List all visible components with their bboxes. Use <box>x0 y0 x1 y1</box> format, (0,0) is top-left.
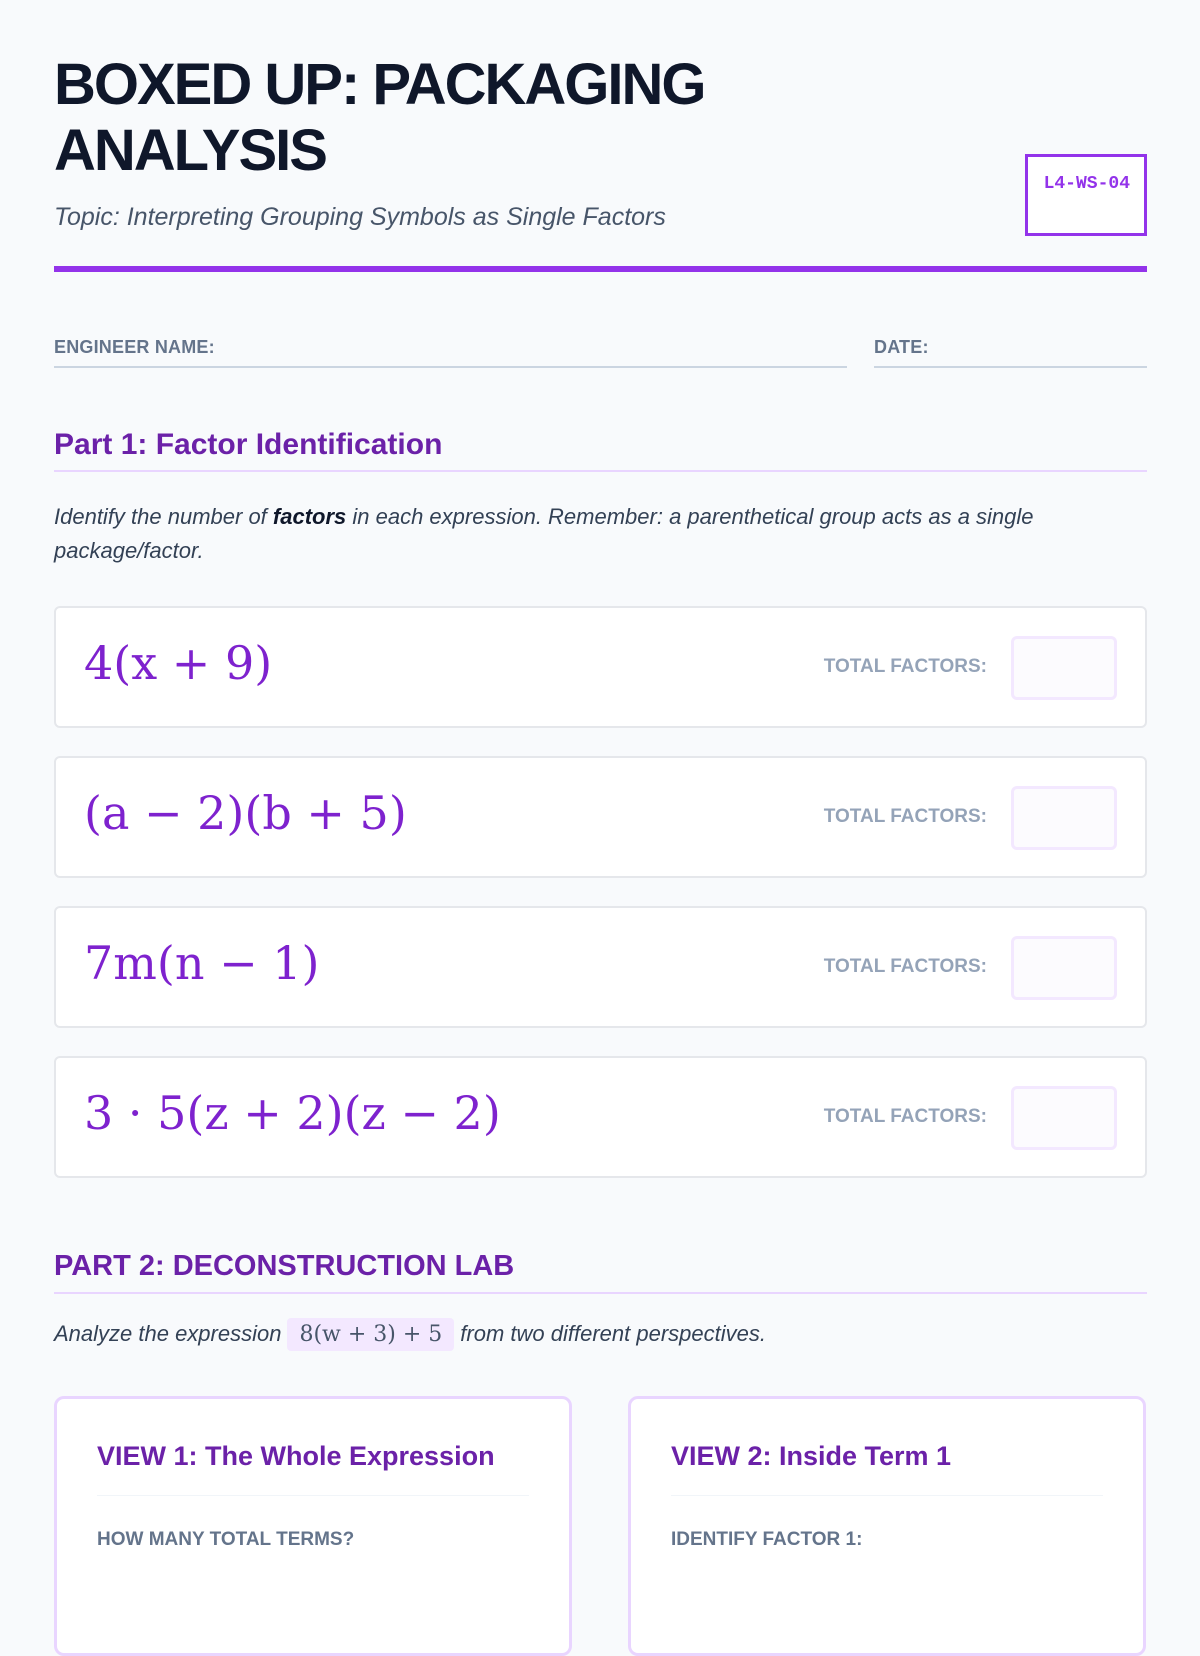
instruction-text: Identify the number of <box>54 504 273 529</box>
part1-divider <box>54 470 1147 472</box>
part1-instructions <box>54 500 1114 568</box>
total-factors-label: TOTAL FACTORS: <box>823 1106 987 1127</box>
expression-math: 4(x + 9) <box>84 636 273 690</box>
page-subtitle: Topic: Interpreting Grouping Symbols as Single Factors <box>54 203 666 231</box>
expression-math: 3 · 5(z + 2)(z − 2) <box>84 1086 501 1140</box>
total-factors-answer-box[interactable] <box>1011 636 1117 700</box>
engineer-name-field[interactable] <box>54 366 847 368</box>
page-title: BOXED UP: PACKAGING ANALYSIS <box>54 52 705 183</box>
inline-expression: 8(w + 3) + 5 <box>287 1318 454 1351</box>
date-field[interactable] <box>874 366 1147 368</box>
total-factors-answer-box[interactable] <box>1011 1086 1117 1150</box>
part2-instructions <box>54 1318 766 1351</box>
header-divider <box>54 266 1147 272</box>
view-title: VIEW 1: The Whole Expression <box>97 1441 495 1471</box>
document-code-badge: L4-WS-04 <box>1025 154 1147 236</box>
part2-divider <box>54 1292 1147 1294</box>
total-factors-answer-box[interactable] <box>1011 936 1117 1000</box>
analyze-text: from two different perspectives. <box>460 1321 766 1346</box>
instruction-keyword: factors <box>272 504 347 529</box>
date-label: DATE: <box>874 337 929 357</box>
engineer-name-label: ENGINEER NAME: <box>54 337 215 357</box>
expression-row <box>54 906 1147 1028</box>
total-factors-label: TOTAL FACTORS: <box>823 656 987 677</box>
view-card-inside-term <box>628 1396 1146 1656</box>
total-factors-label: TOTAL FACTORS: <box>823 806 987 827</box>
expression-row <box>54 756 1147 878</box>
expression-math: 7m(n − 1) <box>84 936 320 990</box>
view-divider <box>97 1495 529 1496</box>
total-factors-label: TOTAL FACTORS: <box>823 956 987 977</box>
expression-math: (a − 2)(b + 5) <box>84 786 407 840</box>
analyze-text: Analyze the expression <box>54 1321 282 1346</box>
instruction-text: in each expression. Remember: a parenthetical group acts as a single package/factor. <box>54 504 1034 563</box>
view-question: IDENTIFY FACTOR 1: <box>671 1529 863 1550</box>
view-question: HOW MANY TOTAL TERMS? <box>97 1529 355 1550</box>
expression-row <box>54 606 1147 728</box>
part2-title: PART 2: DECONSTRUCTION LAB <box>54 1250 515 1282</box>
total-factors-answer-box[interactable] <box>1011 786 1117 850</box>
view-title: VIEW 2: Inside Term 1 <box>671 1441 952 1471</box>
view-divider <box>671 1495 1103 1496</box>
view-card-whole-expression <box>54 1396 572 1656</box>
part1-title: Part 1: Factor Identification <box>54 428 443 461</box>
expression-row <box>54 1056 1147 1178</box>
